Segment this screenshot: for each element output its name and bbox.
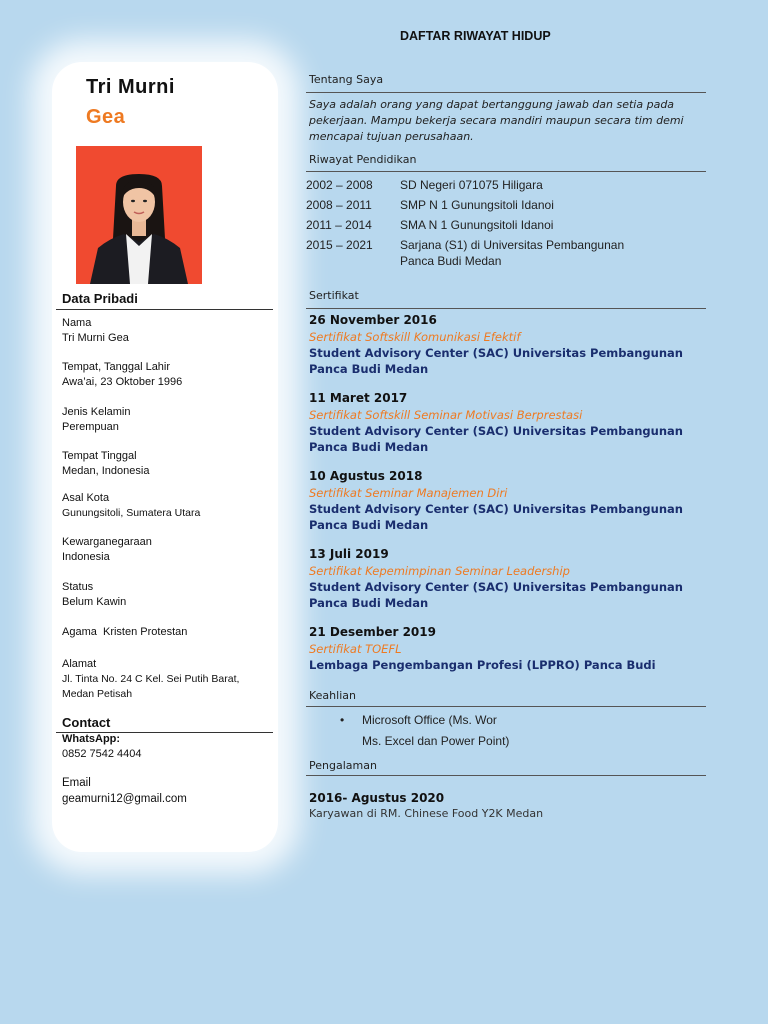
certificate-date: 26 November 2016 (309, 313, 437, 327)
field-residence (62, 449, 149, 479)
field-label: Status (62, 581, 94, 593)
certificate-name: Sertifikat Seminar Manajemen Diri (309, 486, 508, 500)
certificate-name: Sertifikat Softskill Komunikasi Efektif (309, 330, 521, 344)
certificate-name: Sertifikat TOEFL (309, 642, 402, 656)
field-value: Kristen Protestan (102, 626, 188, 638)
certificate-org-line2: Panca Budi Medan (309, 440, 429, 454)
field-name (62, 316, 129, 346)
education-years: 2002 – 2008 (306, 178, 373, 192)
personal-data-heading: Data Pribadi (62, 291, 138, 306)
contact-email (62, 775, 187, 807)
field-label: Alamat (62, 658, 97, 670)
certificate-org-line2: Panca Budi Medan (309, 518, 429, 532)
person-portrait-icon (76, 146, 202, 284)
certificate-org: Lembaga Pengembangan Profesi (LPPRO) Panca Budi (309, 658, 656, 672)
last-name: Gea (86, 106, 126, 128)
contact-whatsapp (62, 732, 142, 762)
bullet-icon: • (340, 713, 345, 727)
certificate-org-line2: Panca Budi Medan (309, 362, 429, 376)
education-years: 2008 – 2011 (306, 198, 372, 212)
field-value-line2: Medan Petisah (62, 688, 133, 700)
certificate-date: 21 Desember 2019 (309, 625, 436, 639)
certificate-org: Student Advisory Center (SAC) Universitas Pembangunan (309, 346, 683, 360)
skill-line1: Microsoft Office (Ms. Wor (362, 713, 497, 727)
certificate-date: 13 Juli 2019 (309, 547, 389, 561)
skills-heading: Keahlian (309, 689, 356, 702)
certificate-org-line2: Panca Budi Medan (309, 596, 429, 610)
first-name: Tri Murni (86, 76, 175, 98)
education-heading: Riwayat Pendidikan (309, 153, 417, 166)
experience-heading: Pengalaman (309, 759, 377, 772)
field-value: Jl. Tinta No. 24 C Kel. Sei Putih Barat, (62, 673, 240, 685)
field-label: Asal Kota (62, 492, 110, 504)
field-address (62, 657, 239, 702)
email-label: Email (62, 777, 91, 789)
field-value: Tri Murni Gea (62, 332, 129, 344)
education-school-line2: Panca Budi Medan (400, 254, 502, 268)
education-years: 2011 – 2014 (306, 218, 372, 232)
field-citizenship (62, 535, 152, 565)
field-gender (62, 405, 130, 435)
education-years: 2015 – 2021 (306, 238, 373, 252)
education-school: SMP N 1 Gunungsitoli Idanoi (400, 198, 554, 212)
field-value: Perempuan (62, 421, 119, 433)
field-value: Gunungsitoli, Sumatera Utara (62, 507, 201, 519)
email-address: geamurni12@gmail.com (62, 793, 187, 805)
field-religion (62, 625, 187, 640)
experience-description: Karyawan di RM. Chinese Food Y2K Medan (309, 807, 544, 820)
education-school: SMA N 1 Gunungsitoli Idanoi (400, 218, 554, 232)
certificate-org: Student Advisory Center (SAC) Universitas Pembangunan (309, 580, 683, 594)
skill-item (340, 710, 509, 752)
field-value: Medan, Indonesia (62, 465, 150, 477)
personal-data-divider (56, 309, 273, 310)
field-label: Nama (62, 317, 92, 329)
field-birth (62, 360, 182, 390)
about-heading: Tentang Saya (309, 73, 384, 86)
about-divider (306, 92, 706, 93)
field-hometown (62, 491, 200, 521)
skills-divider (306, 706, 706, 707)
field-label: Tempat Tinggal (62, 450, 137, 462)
experience-divider (306, 775, 706, 776)
certificate-name: Sertifikat Softskill Seminar Motivasi Berprestasi (309, 408, 583, 422)
certificate-date: 10 Agustus 2018 (309, 469, 423, 483)
education-divider (306, 171, 706, 172)
education-school-line1: Sarjana (S1) di Universitas Pembangunan (400, 238, 625, 252)
field-label: Tempat, Tanggal Lahir (62, 361, 171, 373)
certificate-org: Student Advisory Center (SAC) Universitas Pembangunan (309, 502, 683, 516)
field-label: Agama (62, 626, 97, 638)
certificate-org: Student Advisory Center (SAC) Universitas Pembangunan (309, 424, 683, 438)
field-status (62, 580, 126, 610)
certificates-heading: Sertifikat (309, 289, 359, 302)
experience-date: 2016- Agustus 2020 (309, 791, 445, 805)
education-school (400, 237, 700, 269)
certificate-name: Sertifikat Kepemimpinan Seminar Leadership (309, 564, 570, 578)
field-value: Belum Kawin (62, 596, 127, 608)
certificate-date: 11 Maret 2017 (309, 391, 408, 405)
field-value: Indonesia (62, 551, 110, 563)
field-label: Jenis Kelamin (62, 406, 131, 418)
skill-line2: Ms. Excel dan Power Point) (362, 734, 510, 748)
about-text: Saya adalah orang yang dapat bertanggung jawab dan setia pada pekerjaan. Mampu bekerja secara mandiri maupun secara tim demi mencapai tujuan perusahaan. (309, 98, 684, 143)
whatsapp-label: WhatsApp: (62, 733, 121, 745)
certificates-divider (306, 308, 706, 309)
field-value: Awa’ai, 23 Oktober 1996 (62, 376, 183, 388)
profile-photo (76, 146, 202, 284)
whatsapp-number: 0852 7542 4404 (62, 748, 142, 760)
education-school: SD Negeri 071075 Hiligara (400, 178, 543, 192)
document-title: DAFTAR RIWAYAT HIDUP (400, 29, 551, 43)
contact-heading: Contact (62, 715, 111, 730)
field-label: Kewarganegaraan (62, 536, 152, 548)
